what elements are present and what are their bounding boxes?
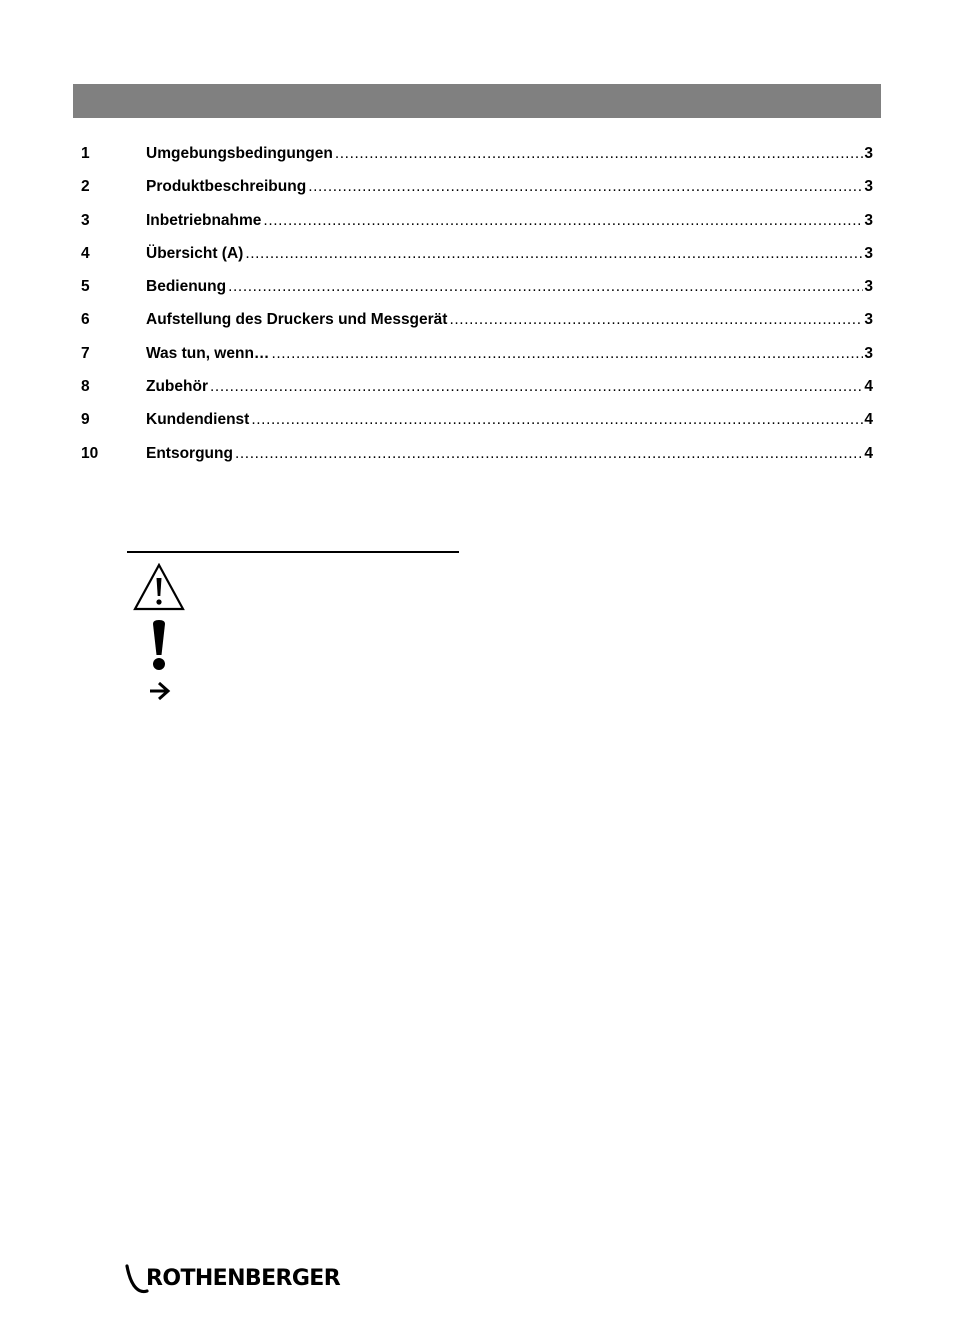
- toc-dot-leader: [335, 144, 864, 164]
- toc-entry-number: 10: [81, 444, 99, 462]
- toc-entry[interactable]: [81, 377, 873, 410]
- toc-entry-page: 4: [864, 444, 873, 462]
- toc-entry-title: Produktbeschreibung: [146, 178, 307, 196]
- toc-entry-number: 7: [81, 344, 90, 362]
- toc-dot-leader: [263, 211, 863, 231]
- toc-dot-leader: [210, 377, 863, 397]
- toc-entry-title: Zubehör: [146, 378, 208, 396]
- toc-entry[interactable]: [81, 144, 873, 177]
- toc-dot-leader: [308, 177, 863, 197]
- toc-dot-leader: [271, 344, 863, 364]
- table-of-contents: [81, 144, 873, 477]
- toc-entry-page: 3: [864, 178, 873, 196]
- toc-entry-page: 3: [864, 344, 873, 362]
- exclamation-icon: [151, 620, 167, 671]
- toc-entry[interactable]: [81, 244, 873, 277]
- toc-entry-page: 3: [864, 211, 873, 229]
- logo-wordmark: ROTHENBERGER: [146, 1266, 341, 1291]
- toc-entry-title: Entsorgung: [146, 444, 233, 462]
- toc-dot-leader: [449, 310, 863, 330]
- toc-entry-page: 3: [864, 278, 873, 296]
- toc-entry-number: 4: [81, 244, 90, 262]
- toc-entry-number: 3: [81, 211, 90, 229]
- toc-dot-leader: [228, 277, 863, 297]
- toc-entry-page: 3: [864, 145, 873, 162]
- toc-entry-title: Aufstellung des Druckers und Messgerät: [146, 311, 448, 329]
- toc-dot-leader: [245, 244, 863, 264]
- toc-entry-page: 4: [864, 411, 873, 429]
- header-bar: [73, 84, 881, 118]
- rothenberger-logo: [124, 1262, 364, 1296]
- toc-dot-leader: [235, 444, 863, 464]
- toc-dot-leader: [251, 410, 863, 430]
- toc-entry-page: 3: [864, 311, 873, 329]
- toc-entry-number: 6: [81, 311, 90, 329]
- toc-entry-number: 5: [81, 278, 90, 296]
- toc-entry-title: Umgebungsbedingungen: [146, 145, 333, 162]
- toc-entry[interactable]: [81, 211, 873, 244]
- toc-entry[interactable]: [81, 410, 873, 443]
- toc-entry-title: Was tun, wenn…: [146, 344, 270, 362]
- toc-entry[interactable]: [81, 310, 873, 343]
- toc-entry-title: Übersicht (A): [146, 244, 244, 262]
- warning-triangle-icon: [133, 563, 185, 611]
- toc-entry-number: 9: [81, 411, 90, 429]
- toc-entry-page: 4: [864, 378, 873, 396]
- toc-entry[interactable]: [81, 177, 873, 210]
- toc-entry[interactable]: [81, 277, 873, 310]
- toc-entry[interactable]: [81, 444, 873, 477]
- symbols-section-rule: [127, 551, 459, 553]
- toc-entry-title: Inbetriebnahme: [146, 211, 262, 229]
- toc-entry-number: 1: [81, 145, 90, 162]
- toc-entry-number: 8: [81, 378, 90, 396]
- toc-entry[interactable]: [81, 344, 873, 377]
- arrow-right-icon: [148, 681, 172, 701]
- toc-entry-page: 3: [864, 244, 873, 262]
- toc-entry-number: 2: [81, 178, 90, 196]
- toc-entry-title: Bedienung: [146, 278, 227, 296]
- toc-entry-title: Kundendienst: [146, 411, 250, 429]
